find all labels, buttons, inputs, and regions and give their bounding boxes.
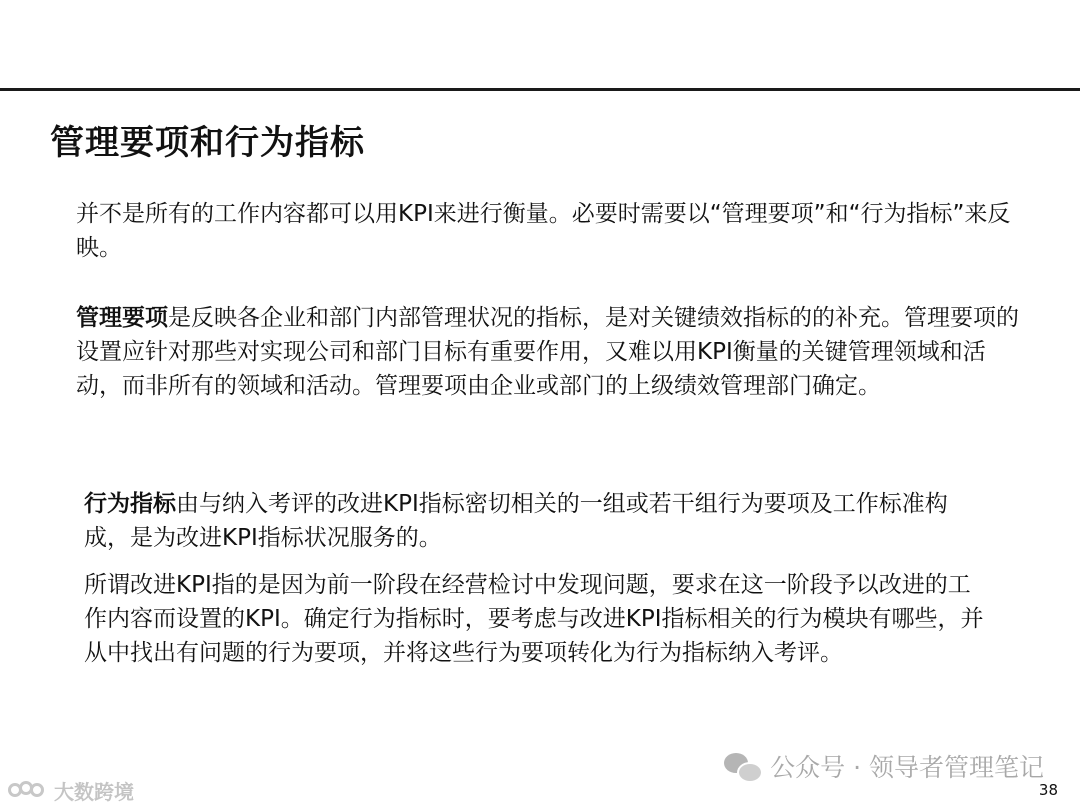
corner-logo [8, 776, 134, 805]
page-number: 38 [1038, 781, 1058, 799]
improvement-kpi-paragraph: 所谓改进KPI指的是因为前一阶段在经营检讨中发现问题，要求在这一阶段予以改进的工作内容而设置的KPI。确定行为指标时，要考虑与改进KPI指标相关的行为模块有哪些，并从中找出有问题的行为要项，并将这些行为要项转化为行为指标纳入考评。 [84, 572, 984, 666]
watermark [724, 748, 1044, 784]
top-divider [0, 88, 1080, 91]
wechat-icon [724, 751, 760, 781]
behavior-indicators-term: 行为指标 [84, 491, 176, 517]
management-items-definition: 是反映各企业和部门内部管理状况的指标，是对关键绩效指标的的补充。管理要项的设置应针对那些对实现公司和部门目标有重要作用，又难以用KPI衡量的关键管理领域和活动，而非所有的领域和活动。管理要项由企业或部门的上级绩效管理部门确定。 [76, 305, 1019, 399]
behavior-indicators-definition: 由与纳入考评的改进KPI指标密切相关的一组或若干组行为要项及工作标准构成，是为改进KPI指标状况服务的。 [84, 491, 948, 551]
intro-paragraph: 并不是所有的工作内容都可以用KPI来进行衡量。必要时需要以“管理要项”和“行为指标”来反映。 [76, 201, 1011, 261]
watermark-text: 公众号 · 领导者管理笔记 [770, 753, 1044, 782]
infinity-logo-icon [8, 779, 48, 803]
corner-logo-text: 大数跨境 [54, 780, 134, 804]
management-items-paragraph [76, 301, 1026, 403]
page-title: 管理要项和行为指标 [50, 123, 365, 163]
management-items-term: 管理要项 [76, 305, 168, 331]
behavior-indicators-paragraph [84, 487, 984, 555]
